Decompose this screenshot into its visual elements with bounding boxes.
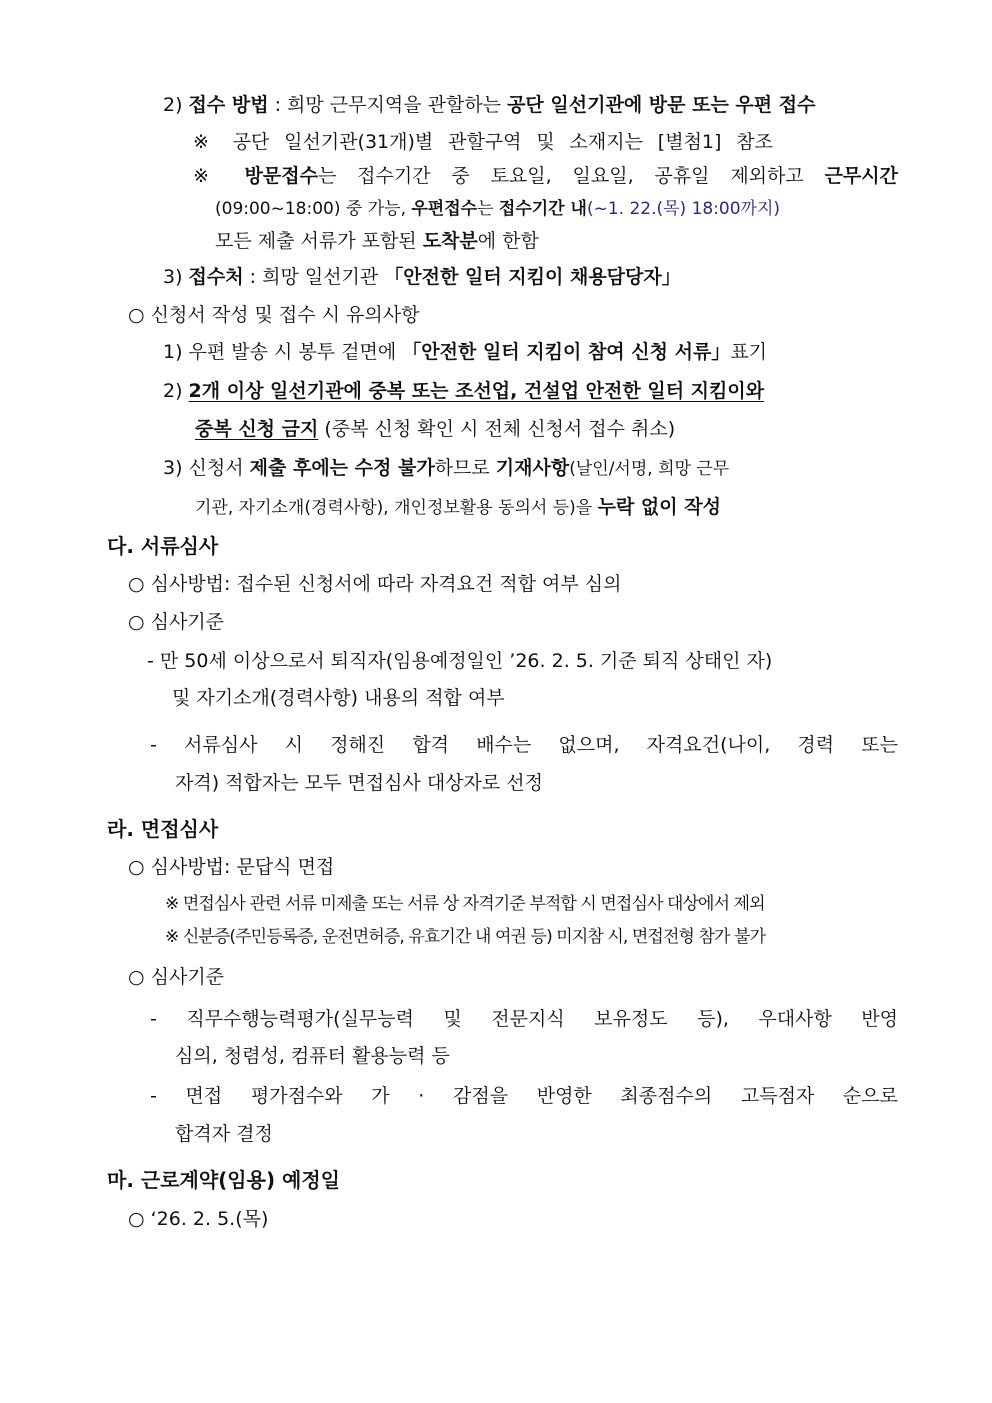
- text: 심의, 청렴성, 컴퓨터 활용능력 등: [175, 1045, 450, 1067]
- text: 접수처: [188, 266, 244, 288]
- text: : 희망 일선기관: [243, 266, 385, 288]
- text: (09:00~18:00) 중 가능,: [215, 199, 412, 219]
- deadline: (~1. 22.(목) 18:00까지): [586, 199, 781, 219]
- interview-method: [128, 854, 334, 880]
- text: (날인/서명, 희망 근무: [569, 459, 730, 479]
- text: 2): [163, 380, 189, 402]
- caution-2: [163, 378, 764, 404]
- interview-note-1: [165, 891, 898, 917]
- text: 2): [163, 94, 189, 116]
- text: 「안전한 일터 지킴이 참여 신청 서류」: [402, 341, 731, 363]
- text: 우편접수: [411, 199, 478, 219]
- text: 기재사항: [495, 457, 570, 479]
- text: 3): [163, 266, 189, 288]
- interview-note-2: [165, 924, 765, 950]
- section-document-review: [107, 533, 218, 559]
- note-visit-cont: [215, 196, 898, 222]
- criteria-2-cont: [175, 770, 543, 796]
- text: 다. 서류심사: [107, 534, 219, 558]
- receipt-method: [163, 92, 898, 118]
- review-method: [128, 571, 621, 597]
- text: ○ 심사방법: 문답식 면접: [128, 856, 335, 878]
- text: 중복 신청 금지: [195, 418, 319, 440]
- caution-3: [163, 455, 729, 482]
- text: 표기: [730, 341, 768, 363]
- text: 공단 일선기관에 방문 또는 우편 접수: [507, 94, 816, 116]
- text: (중복 신청 확인 시 전체 신청서 접수 취소): [318, 418, 676, 440]
- text: 접수기간 내: [498, 199, 587, 219]
- text: 모든 제출 서류가 포함된: [215, 230, 423, 252]
- contract-date: [128, 1206, 268, 1232]
- interview-criteria-1: [150, 1006, 898, 1032]
- text: 방문접수: [244, 165, 318, 187]
- text: ○ 심사기준: [128, 611, 225, 633]
- text: 라. 면접심사: [107, 817, 219, 841]
- text: ○ 심사방법: 접수된 신청서에 따라 자격요건 적합 여부 심의: [128, 573, 622, 595]
- text: 기관, 자기소개(경력사항), 개인정보활용 동의서 등)을: [195, 498, 598, 518]
- text: 자격) 적합자는 모두 면접심사 대상자로 선정: [175, 772, 543, 794]
- interview-criteria-2: [150, 1083, 898, 1109]
- note-offices: [193, 129, 773, 155]
- caution-2-cont: [195, 416, 675, 442]
- text: ○ 신청서 작성 및 접수 시 유의사항: [128, 304, 420, 326]
- note-visit: [193, 163, 898, 189]
- text: - 직무수행능력평가(실무능력 및 전문지식 보유정도 등), 우대사항 반영: [150, 1008, 898, 1030]
- text: 1) 우편 발송 시 봉투 겉면에: [163, 341, 403, 363]
- note-arrival: [215, 228, 539, 254]
- interview-criteria: [128, 964, 224, 990]
- review-criteria: [128, 609, 224, 635]
- text: 제출 후에는 수정 불가: [249, 457, 435, 479]
- section-contract-date: [107, 1167, 340, 1193]
- text: ※ 공단 일선기관(31개)별 관할구역 및 소재지는 [별첨1] 참조: [193, 131, 773, 153]
- text: - 만 50세 이상으로서 퇴직자(임용예정일인 ’26. 2. 5. 기준 퇴직 상태인 자): [147, 650, 773, 672]
- caution-3-cont: [195, 494, 721, 521]
- text: 근무시간: [824, 165, 898, 187]
- text: 마. 근로계약(임용) 예정일: [107, 1168, 341, 1192]
- text: - 면접 평가점수와 가 · 감점을 반영한 최종점수의 고득점자 순으로: [150, 1085, 898, 1107]
- criteria-2: [150, 732, 898, 758]
- text: 에 한함: [477, 230, 539, 252]
- text: 누락 없이 작성: [597, 496, 721, 518]
- text: ※: [193, 165, 245, 187]
- text: - 서류심사 시 정해진 합격 배수는 없으며, 자격요건(나이, 경력 또는: [150, 734, 898, 756]
- text: 3) 신청서: [163, 457, 250, 479]
- text: : 희망 근무지역을 관할하는: [268, 94, 508, 116]
- text: ○ 심사기준: [128, 966, 225, 988]
- text: 하므로: [434, 457, 496, 479]
- text: 2개 이상 일선기관에 중복 또는 조선업, 건설업 안전한 일터 지킴이와: [188, 380, 765, 402]
- text: 도착분: [422, 230, 478, 252]
- criteria-1-cont: [172, 685, 505, 711]
- interview-criteria-1-cont: [175, 1043, 450, 1069]
- text: ※ 신분증(주민등록증, 운전면허증, 유효기간 내 여권 등) 미지참 시, 면접전형 참가 불가: [165, 927, 766, 947]
- cautions-heading: [128, 302, 419, 328]
- text: 접수 방법: [188, 94, 269, 116]
- text: 합격자 결정: [175, 1123, 273, 1145]
- text: 및 자기소개(경력사항) 내용의 적합 여부: [172, 687, 505, 709]
- text: 는 접수기간 중 토요일, 일요일, 공휴일 제외하고: [317, 165, 825, 187]
- interview-criteria-2-cont: [175, 1121, 273, 1147]
- text: 「안전한 일터 지킴이 채용담당자」: [384, 266, 681, 288]
- receipt-place: [163, 264, 681, 290]
- caution-1: [163, 339, 767, 365]
- section-interview: [107, 816, 218, 842]
- text: ※ 면접심사 관련 서류 미제출 또는 서류 상 자격기준 부적합 시 면접심사 대상에서 제외: [165, 894, 765, 914]
- criteria-1: [147, 648, 772, 674]
- text: ○ ‘26. 2. 5.(목): [128, 1208, 269, 1230]
- text: 는: [477, 199, 499, 219]
